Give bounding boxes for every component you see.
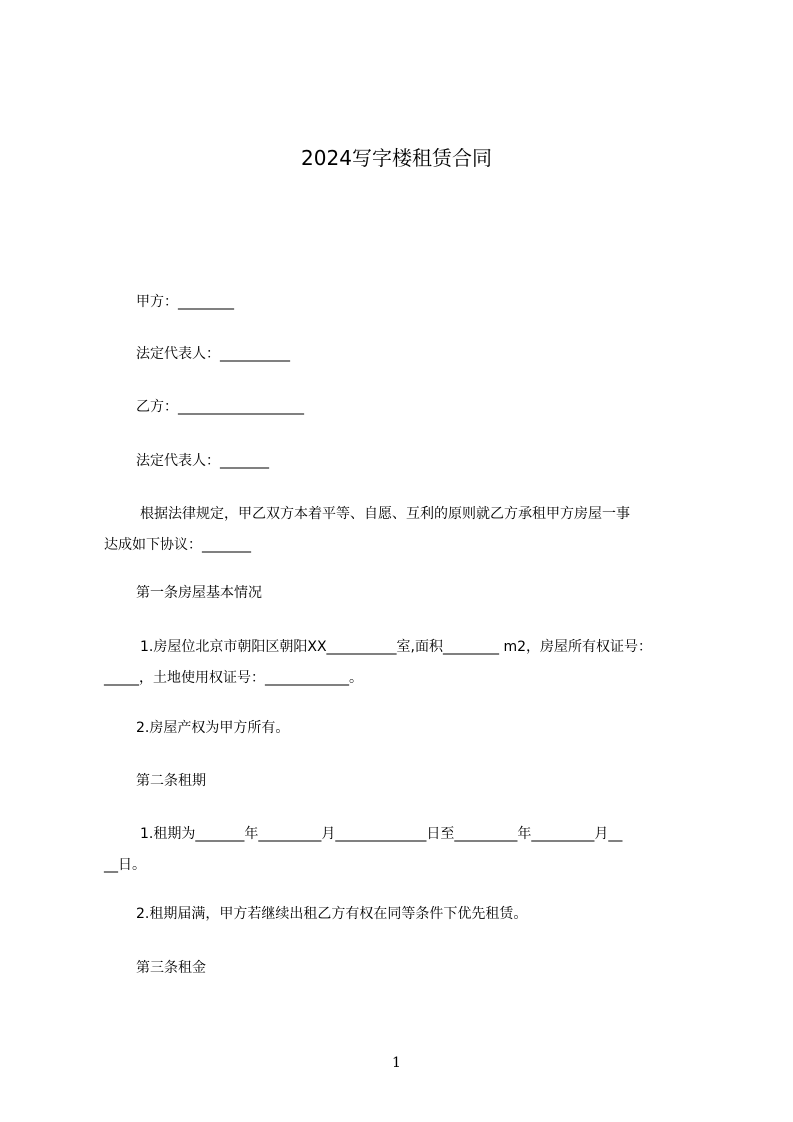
party-a-line: 甲方：________ <box>136 294 234 310</box>
article-2-item-1-line-1: 1.租期为_______年_________月_____________日至_________年_________月__ <box>140 826 623 842</box>
article-3-heading: 第三条租金 <box>136 960 206 976</box>
article-1-item-1-line-1: 1.房屋位北京市朝阳区朝阳XX__________室,面积________ m2，房屋所有权证号： <box>140 639 652 655</box>
preamble-paragraph <box>104 499 724 561</box>
article-1-item-1-line-2: _____，土地使用权证号：____________。 <box>104 670 363 686</box>
article-2-item-1-line-2: __日。 <box>104 857 146 873</box>
preamble-line-1: 根据法律规定，甲乙双方本着平等、自愿、互利的原则就乙方承租甲方房屋一事 <box>140 506 630 522</box>
party-a-representative-line: 法定代表人：__________ <box>136 346 290 362</box>
article-2-item-1 <box>104 819 724 881</box>
preamble-line-2: 达成如下协议：_______ <box>104 537 251 553</box>
article-2-item-2: 2.租期届满，甲方若继续出租乙方有权在同等条件下优先租赁。 <box>136 906 528 922</box>
document-title: 2024写字楼租赁合同 <box>301 146 492 170</box>
article-2-heading: 第二条租期 <box>136 773 206 789</box>
article-1-heading: 第一条房屋基本情况 <box>136 585 262 601</box>
party-b-line: 乙方：__________________ <box>136 399 304 415</box>
article-1-item-1 <box>104 632 724 694</box>
article-1-item-2: 2.房屋产权为甲方所有。 <box>136 720 290 736</box>
page-number: 1 <box>392 1055 401 1071</box>
party-b-representative-line: 法定代表人：_______ <box>136 453 269 469</box>
